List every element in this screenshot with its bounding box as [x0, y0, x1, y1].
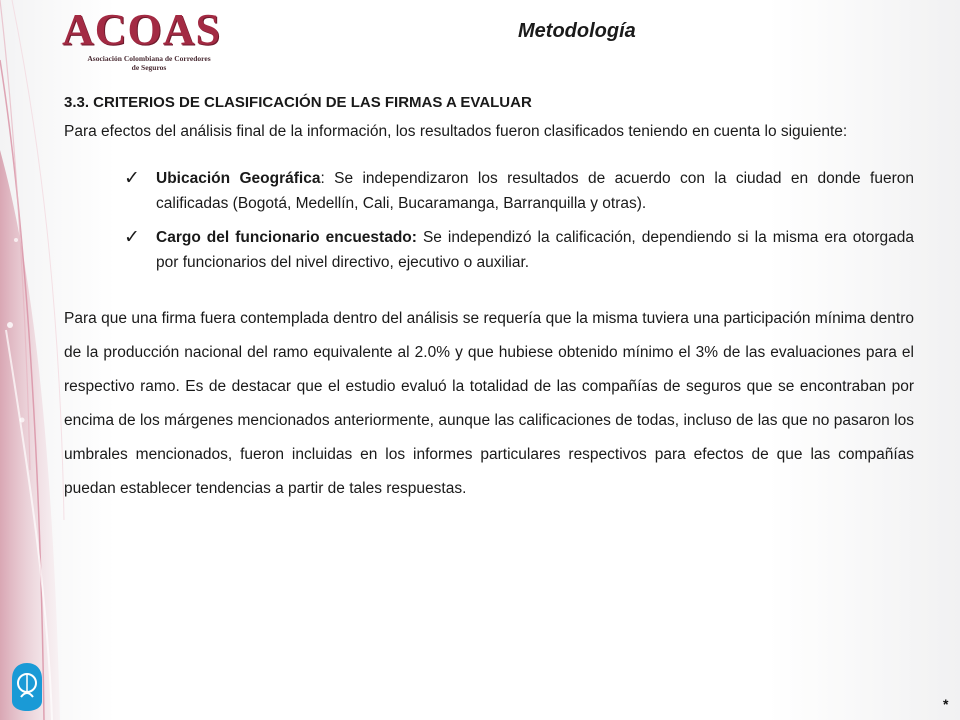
main-content — [64, 92, 914, 522]
logo-text: ACOAS — [62, 5, 222, 54]
check-icon: ✓ — [124, 227, 140, 248]
bullet-term: Ubicación Geográfica — [156, 170, 321, 187]
page-marker: * — [943, 696, 949, 712]
logo-subtitle: Asociación Colombiana de Corredores de Seguros — [87, 54, 211, 72]
bullet-text: Se independizaron los resultados de acuerdo con la ciudad en donde fueron calificadas (Bogotá, Medellín, Cali, Bucaramanga, Barranquilla y otras). — [156, 170, 914, 212]
bullet-term: Cargo del funcionario encuestado: — [156, 229, 417, 246]
criteria-list — [64, 166, 914, 275]
intro-paragraph: Para efectos del análisis final de la información, los resultados fueron clasificados teniendo en cuenta lo siguiente: — [64, 123, 848, 140]
list-item-cargo — [64, 225, 914, 275]
shield-logo-icon — [10, 661, 44, 713]
bullet-separator: : — [320, 170, 325, 187]
list-item-ubicacion — [64, 166, 914, 216]
section-heading: 3.3. CRITERIOS DE CLASIFICACIÓN DE LAS FIRMAS A EVALUAR — [64, 94, 532, 111]
acoas-logo — [62, 5, 222, 72]
bullet-text: Se independizó la calificación, dependiendo si la misma era otorgada por funcionarios del nivel directivo, ejecutivo o auxiliar. — [156, 229, 914, 271]
page-title: Metodología — [518, 20, 636, 42]
criteria-paragraph: Para que una firma fuera contemplada dentro del análisis se requería que la misma tuviera una participación mínima dentro de la producción nacional del ramo equivalente al 2.0% y que hubiese obtenido mínimo el 3% de las evaluaciones para el respectivo ramo. Es de destacar que el estudio evaluó la totalidad de las compañías de seguros que se encontraban por encima de los márgenes mencionados anteriormente, aunque las calificaciones de todas, incluso de las que no pasaron los umbrales mencionados, fueron incluidas en los informes particulares respectivos para efectos de que las compañías puedan establecer tendencias a partir de tales respuestas. — [64, 310, 914, 497]
check-icon: ✓ — [124, 168, 140, 189]
